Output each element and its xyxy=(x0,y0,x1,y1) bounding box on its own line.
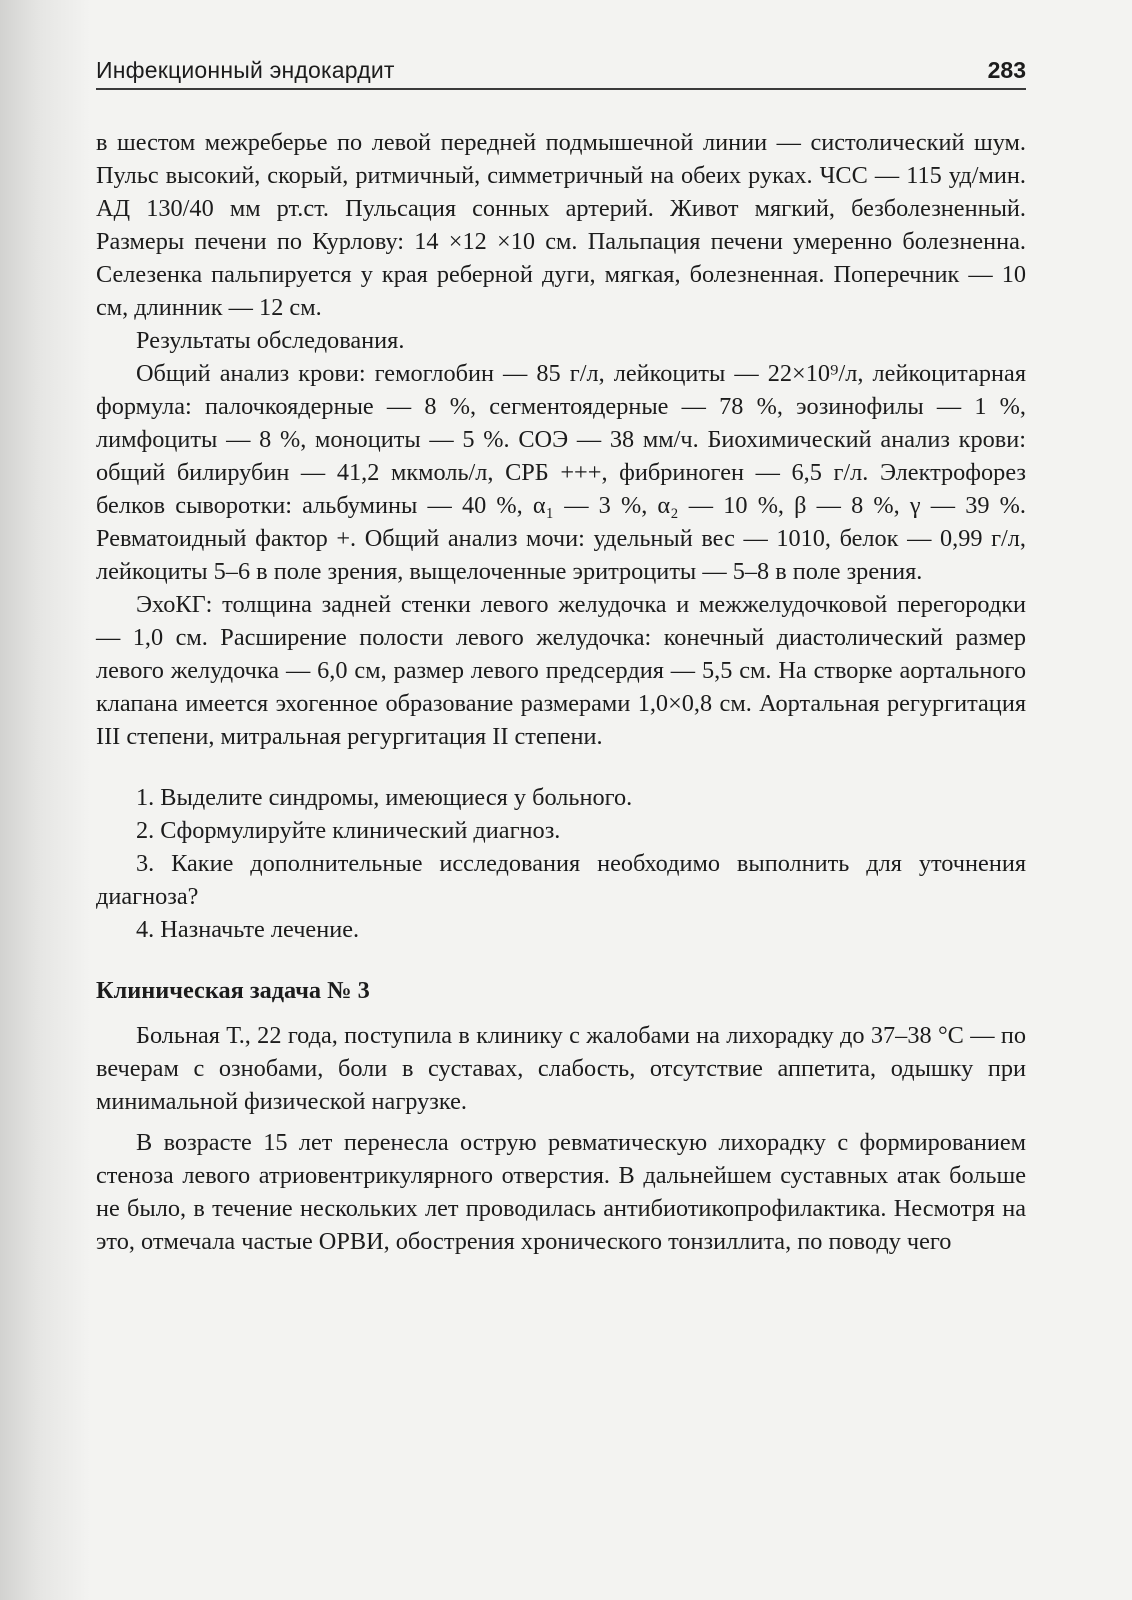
spacer xyxy=(96,946,1026,974)
paragraph-results-heading: Результаты обследования. xyxy=(136,327,405,354)
paragraph-echocardiography: ЭхоКГ: толщина задней стенки левого желудочка и межжелудочковой перегородки — 1,0 см. Расширение полости левого желудочка: конечный диастолический размер левого желудочка — 6,0 см, размер левого предсердия — 5,5 см. На створке аортального клапана имеется эхогенное образование размерами 1,0×0,8 см. Аортальная регургитация III степени, митральная регургитация II степени. xyxy=(96,591,1026,750)
page-edge-shadow xyxy=(0,0,90,1600)
paragraph-complaints: Больная Т., 22 года, поступила в клинику с жалобами на лихорадку до 37–38 °С — по вечерам с ознобами, боли в суставах, слабость, отсутствие аппетита, одышку при минимальной физической нагрузке. xyxy=(96,1022,1026,1115)
paragraph-history: В возрасте 15 лет перенесла острую ревматическую лихорадку с формированием стеноза левого атриовентрикулярного отверстия. В дальнейшем суставных атак больше не было, в течение нескольких лет проводилась антибиотикопрофилактика. Несмотря на это, отмечала частые ОРВИ, обострения хронического тонзиллита, по поводу чего xyxy=(96,1129,1026,1255)
task-heading: Клиническая задача № 3 xyxy=(96,977,370,1004)
paragraph-lab-results: Общий анализ крови: гемоглобин — 85 г/л, лейкоциты — 22×10⁹/л, лейкоцитарная формула: палочкоядерные — 8 %, сегментоядерные — 78 %, эозинофилы — 1 %, лимфоциты — 8 %, моноциты — 5 %. СОЭ — 38 мм/ч. Биохимический анализ крови: общий билирубин — 41,2 мкмоль/л, СРБ +++, фибриноген — 6,5 г/л. Электрофорез белков сыворотки: альбумины — 40 %, α₁ — 3 %, α₂ — 10 %, β — 8 %, γ — 39 %. Ревматоидный фактор +. Общий анализ мочи: удельный вес — 1010, белок — 0,99 г/л, лейкоциты 5–6 в поле зрения, выщелоченные эритроциты — 5–8 в поле зрения. xyxy=(96,360,1026,585)
question-item: 1. Выделите синдромы, имеющиеся у больного. xyxy=(136,784,633,811)
question-list xyxy=(96,781,1026,946)
paragraph-exam-findings: в шестом межреберье по левой передней подмышечной линии — систолический шум. Пульс высокий, скорый, ритмичный, симметричный на обеих руках. ЧСС — 115 уд/мин. АД 130/40 мм рт.ст. Пульсация сонных артерий. Живот мягкий, безболезненный. Размеры печени по Курлову: 14 ×12 ×10 см. Пальпация печени умеренно болезненна. Селезенка пальпируется у края реберной дуги, мягкая, болезненная. Поперечник — 10 см, длинник — 12 см. xyxy=(96,129,1026,321)
running-header xyxy=(96,54,1026,90)
running-header-title: Инфекционный эндокардит xyxy=(96,57,395,83)
page-body xyxy=(96,126,1026,1258)
spacer xyxy=(96,1118,1026,1126)
question-item: 2. Сформулируйте клинический диагноз. xyxy=(136,817,561,844)
spacer xyxy=(96,753,1026,781)
page-number: 283 xyxy=(987,57,1026,83)
spacer xyxy=(96,1007,1026,1019)
question-item: 4. Назначьте лечение. xyxy=(136,916,360,943)
question-item: 3. Какие дополнительные исследования необходимо выполнить для уточнения диагноза? xyxy=(96,850,1026,910)
